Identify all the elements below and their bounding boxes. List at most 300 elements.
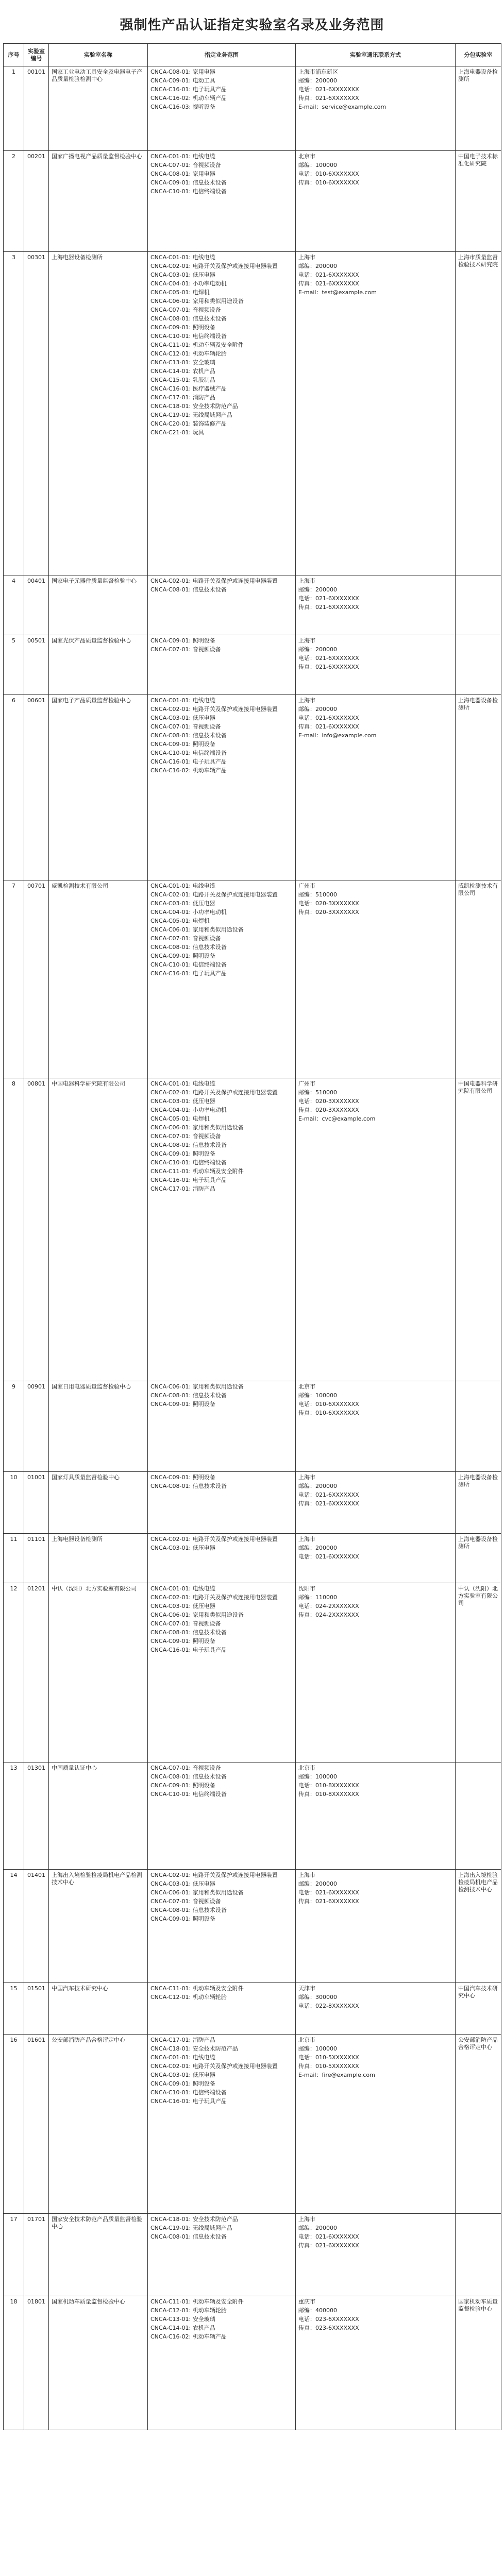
- row-number: 13: [4, 1762, 24, 1870]
- sub-lab: 公安部消防产品合格评定中心: [456, 2035, 501, 2214]
- scope-list: [148, 2214, 296, 2296]
- scope-list-line: CNCA-C08-01: 信息技术设备: [150, 586, 227, 593]
- lab-code: 00901: [24, 1381, 49, 1472]
- scope-list-line: CNCA-C02-01: 电路开关及保护或连接用电器装置: [150, 706, 278, 713]
- scope-list-line: CNCA-C18-01: 安全技术防范产品: [150, 403, 238, 410]
- contact-info: [296, 635, 456, 695]
- contact-info-line: 电话：021-6XXXXXXX: [298, 272, 359, 278]
- scope-list-line: CNCA-C09-01: 照明设备: [150, 1638, 215, 1645]
- contact-info: [296, 1534, 456, 1583]
- scope-list-line: CNCA-C18-01: 安全技术防范产品: [150, 2216, 238, 2223]
- lab-code: 00801: [24, 1078, 49, 1381]
- lab-name: 国家光伏产品质量监督检验中心: [49, 635, 148, 695]
- scope-list-line: CNCA-C19-01: 无线局域网产品: [150, 2225, 232, 2231]
- sub-lab: 上海市质量监督检验技术研究院: [456, 252, 501, 575]
- scope-list-line: CNCA-C10-01: 电信终端设备: [150, 2089, 227, 2096]
- contact-info: [296, 1078, 456, 1381]
- row-number: 2: [4, 151, 24, 252]
- row-number: 15: [4, 1983, 24, 2035]
- scope-list-line: CNCA-C02-01: 电路开关及保护或连接用电器装置: [150, 578, 278, 584]
- scope-list-line: CNCA-C16-01: 电子玩具产品: [150, 1647, 227, 1653]
- contact-info-line: 电话：021-6XXXXXXX: [298, 1553, 359, 1560]
- scope-list-line: CNCA-C07-01: 音视频设备: [150, 646, 221, 653]
- contact-info-line: 天津市: [298, 1985, 315, 1992]
- scope-list-line: CNCA-C14-01: 农机产品: [150, 368, 215, 375]
- contact-info-line: 电话：021-6XXXXXXX: [298, 595, 359, 602]
- scope-list-line: CNCA-C01-01: 电线电缆: [150, 883, 215, 889]
- scope-list-line: CNCA-C16-01: 电子玩具产品: [150, 2098, 227, 2105]
- scope-list-line: CNCA-C20-01: 装饰装修产品: [150, 420, 227, 427]
- contact-info-line: 传真：021-6XXXXXXX: [298, 1898, 359, 1905]
- scope-list-line: CNCA-C02-01: 电路开关及保护或连接用电器装置: [150, 263, 278, 269]
- contact-info-line: 传真：021-6XXXXXXX: [298, 1500, 359, 1507]
- scope-list: [148, 1870, 296, 1983]
- contact-info-line: 邮编：100000: [298, 1773, 337, 1780]
- lab-directory-table: [3, 43, 501, 2430]
- contact-info-line: 电话：023-6XXXXXXX: [298, 2316, 359, 2323]
- scope-list-line: CNCA-C11-01: 机动车辆及安全附件: [150, 2298, 244, 2305]
- scope-list: [148, 695, 296, 880]
- scope-list-line: CNCA-C19-01: 无线局域网产品: [150, 412, 232, 418]
- contact-info-line: 电话：021-6XXXXXXX: [298, 86, 359, 93]
- contact-info-line: 邮编：110000: [298, 1594, 337, 1601]
- contact-info-line: E-mail：cvc@example.com: [298, 1115, 376, 1122]
- lab-code: 01801: [24, 2296, 49, 2430]
- contact-info-line: 电话：022-8XXXXXXX: [298, 2003, 359, 2009]
- scope-list-line: CNCA-C09-01: 照明设备: [150, 1474, 215, 1481]
- scope-list-line: CNCA-C09-01: 照明设备: [150, 637, 215, 644]
- scope-list-line: CNCA-C03-01: 低压电器: [150, 715, 215, 721]
- scope-list-line: CNCA-C10-01: 电信终端设备: [150, 961, 227, 968]
- scope-list-line: CNCA-C07-01: 音视频设备: [150, 935, 221, 942]
- contact-info: [296, 575, 456, 635]
- lab-name: 中国质量认证中心: [49, 1762, 148, 1870]
- sub-lab: [456, 1762, 501, 1870]
- scope-list-line: CNCA-C03-01: 低压电器: [150, 272, 215, 278]
- row-number: 18: [4, 2296, 24, 2430]
- lab-name: 国家安全技术防范产品质量监督检验中心: [49, 2214, 148, 2296]
- scope-list-line: CNCA-C01-01: 电线电缆: [150, 254, 215, 261]
- scope-list-line: CNCA-C02-01: 电路开关及保护或连接用电器装置: [150, 1536, 278, 1543]
- scope-list-line: CNCA-C16-01: 医疗器械产品: [150, 385, 227, 392]
- contact-info: [296, 2296, 456, 2430]
- contact-info-line: 上海市: [298, 578, 315, 584]
- table-row: [4, 1381, 501, 1472]
- scope-list-line: CNCA-C09-01: 照明设备: [150, 1150, 215, 1157]
- row-number: 5: [4, 635, 24, 695]
- scope-list-line: CNCA-C07-01: 音视频设备: [150, 1133, 221, 1140]
- scope-list-line: CNCA-C16-01: 电子玩具产品: [150, 758, 227, 765]
- contact-info-line: 上海市浦东新区: [298, 69, 338, 75]
- contact-info-line: 电话：021-6XXXXXXX: [298, 1492, 359, 1498]
- contact-info-line: 电话：010-6XXXXXXX: [298, 171, 359, 177]
- scope-list-line: CNCA-C07-01: 音视频设备: [150, 723, 221, 730]
- scope-list-line: CNCA-C06-01: 家用和类似用途设备: [150, 926, 244, 933]
- scope-list-line: CNCA-C10-01: 电信终端设备: [150, 1791, 227, 1798]
- contact-info-line: 传真：021-6XXXXXXX: [298, 95, 359, 101]
- scope-list-line: CNCA-C16-02: 机动车辆产品: [150, 767, 227, 774]
- contact-info-line: 上海市: [298, 1872, 315, 1878]
- contact-info-line: 邮编：100000: [298, 2045, 337, 2052]
- contact-info: [296, 2214, 456, 2296]
- contact-info-line: 传真：021-6XXXXXXX: [298, 664, 359, 670]
- scope-list-line: CNCA-C06-01: 家用和类似用途设备: [150, 298, 244, 304]
- contact-info-line: 传真：010-5XXXXXXX: [298, 2063, 359, 2070]
- contact-info-line: 北京市: [298, 153, 315, 160]
- contact-info-line: 传真：021-6XXXXXXX: [298, 604, 359, 611]
- row-number: 11: [4, 1534, 24, 1583]
- lab-name: 威凯检测技术有限公司: [49, 880, 148, 1078]
- contact-info-line: 电话：021-6XXXXXXX: [298, 655, 359, 662]
- contact-info-line: 传真：024-2XXXXXXX: [298, 1612, 359, 1618]
- scope-list-line: CNCA-C06-01: 家用和类似用途设备: [150, 1612, 244, 1618]
- sub-lab: 中国电器科学研究院有限公司: [456, 1078, 501, 1381]
- contact-info: [296, 151, 456, 252]
- contact-info-line: 上海市: [298, 254, 315, 261]
- scope-list-line: CNCA-C16-02: 机动车辆产品: [150, 2333, 227, 2340]
- contact-info: [296, 66, 456, 151]
- scope-list-line: CNCA-C04-01: 小功率电动机: [150, 909, 227, 916]
- lab-name: 上海电器设备检测所: [49, 1534, 148, 1583]
- scope-list: [148, 252, 296, 575]
- scope-list-line: CNCA-C02-01: 电路开关及保护或连接用电器装置: [150, 1089, 278, 1096]
- scope-list: [148, 151, 296, 252]
- table-row: [4, 1870, 501, 1983]
- scope-list-line: CNCA-C13-01: 安全玻璃: [150, 359, 215, 366]
- contact-info-line: 传真：021-6XXXXXXX: [298, 2242, 359, 2249]
- contact-info-line: 传真：010-8XXXXXXX: [298, 1791, 359, 1798]
- lab-code: 01601: [24, 2035, 49, 2214]
- table-row: [4, 1583, 501, 1762]
- lab-name: 国家工业电动工具安全及电器电子产品质量检验检测中心: [49, 66, 148, 151]
- header-no: 序号: [4, 44, 24, 66]
- contact-info-line: 邮编：200000: [298, 586, 337, 593]
- lab-code: 01701: [24, 2214, 49, 2296]
- scope-list-line: CNCA-C02-01: 电路开关及保护或连接用电器装置: [150, 2063, 278, 2070]
- scope-list-line: CNCA-C07-01: 音视频设备: [150, 1898, 221, 1905]
- contact-info-line: 传真：023-6XXXXXXX: [298, 2325, 359, 2331]
- lab-name: 国家机动车质量监督检验中心: [49, 2296, 148, 2430]
- table-row: [4, 1472, 501, 1534]
- lab-name: 国家电子产品质量监督检验中心: [49, 695, 148, 880]
- lab-name: 中认（沈阳）北方实验室有限公司: [49, 1583, 148, 1762]
- scope-list-line: CNCA-C09-01: 照明设备: [150, 1401, 215, 1408]
- contact-info: [296, 252, 456, 575]
- table-row: [4, 252, 501, 575]
- lab-name: 中国汽车技术研究中心: [49, 1983, 148, 2035]
- contact-info-line: 邮编：200000: [298, 1880, 337, 1887]
- sub-lab: 上海电器设备检测所: [456, 66, 501, 151]
- contact-info: [296, 1762, 456, 1870]
- lab-name: 国家日用电器质量监督检验中心: [49, 1381, 148, 1472]
- scope-list-line: CNCA-C16-01: 电子玩具产品: [150, 1177, 227, 1183]
- contact-info-line: 邮编：100000: [298, 162, 337, 168]
- contact-info-line: 广州市: [298, 883, 315, 889]
- scope-list-line: CNCA-C03-01: 低压电器: [150, 2072, 215, 2078]
- scope-list-line: CNCA-C06-01: 家用和类似用途设备: [150, 1383, 244, 1390]
- sub-lab: 国家机动车质量监督检验中心: [456, 2296, 501, 2430]
- scope-list-line: CNCA-C01-01: 电线电缆: [150, 1080, 215, 1087]
- contact-info-line: 沈阳市: [298, 1585, 315, 1592]
- scope-list-line: CNCA-C10-01: 电信终端设备: [150, 1159, 227, 1166]
- page-title: 强制性产品认证指定实验室名录及业务范围: [120, 18, 384, 33]
- scope-list-line: CNCA-C09-01: 照明设备: [150, 324, 215, 331]
- scope-list: [148, 1762, 296, 1870]
- contact-info-line: 上海市: [298, 697, 315, 704]
- header-code: 实验室编号: [24, 44, 49, 66]
- scope-list-line: CNCA-C14-01: 农机产品: [150, 2325, 215, 2331]
- lab-code: 01001: [24, 1472, 49, 1534]
- scope-list-line: CNCA-C03-01: 低压电器: [150, 1098, 215, 1105]
- scope-list-line: CNCA-C05-01: 电焊机: [150, 289, 210, 296]
- sub-lab: 威凯检测技术有限公司: [456, 880, 501, 1078]
- scope-list-line: CNCA-C17-01: 消防产品: [150, 394, 215, 401]
- sub-lab: [456, 575, 501, 635]
- scope-list-line: CNCA-C02-01: 电路开关及保护或连接用电器装置: [150, 1594, 278, 1601]
- table-row: [4, 2214, 501, 2296]
- contact-info-line: 上海市: [298, 1536, 315, 1543]
- scope-list: [148, 1078, 296, 1381]
- contact-info-line: E-mail：info@example.com: [298, 732, 377, 739]
- scope-list-line: CNCA-C08-01: 信息技术设备: [150, 1629, 227, 1636]
- scope-list-line: CNCA-C02-01: 电路开关及保护或连接用电器装置: [150, 891, 278, 898]
- scope-list-line: CNCA-C01-01: 电线电缆: [150, 697, 215, 704]
- scope-list-line: CNCA-C09-01: 照明设备: [150, 741, 215, 748]
- contact-info-line: 上海市: [298, 637, 315, 644]
- lab-code: 01101: [24, 1534, 49, 1583]
- scope-list-line: CNCA-C09-01: 照明设备: [150, 1916, 215, 1922]
- lab-code: 01301: [24, 1762, 49, 1870]
- table-body: [4, 66, 501, 2430]
- contact-info-line: 电话：020-3XXXXXXX: [298, 1098, 359, 1105]
- scope-list-line: CNCA-C15-01: 乳胶制品: [150, 377, 215, 383]
- scope-list: [148, 635, 296, 695]
- scope-list-line: CNCA-C01-01: 电线电缆: [150, 153, 215, 160]
- table-row: [4, 575, 501, 635]
- contact-info-line: 传真：020-3XXXXXXX: [298, 909, 359, 916]
- contact-info-line: 邮编：200000: [298, 1545, 337, 1551]
- table-row: [4, 1983, 501, 2035]
- scope-list-line: CNCA-C06-01: 家用和类似用途设备: [150, 1124, 244, 1131]
- scope-list-line: CNCA-C08-01: 家用电器: [150, 69, 215, 75]
- scope-list-line: CNCA-C07-01: 音视频设备: [150, 162, 221, 168]
- header-sub: 分包实验室: [456, 44, 501, 66]
- scope-list-line: CNCA-C09-01: 照明设备: [150, 2080, 215, 2087]
- contact-info-line: 邮编：200000: [298, 1483, 337, 1489]
- contact-info-line: 电话：010-6XXXXXXX: [298, 1401, 359, 1408]
- contact-info-line: 上海市: [298, 2216, 315, 2223]
- scope-list-line: CNCA-C21-01: 玩具: [150, 429, 204, 436]
- scope-list-line: CNCA-C02-01: 电路开关及保护或连接用电器装置: [150, 1872, 278, 1878]
- contact-info-line: 邮编：100000: [298, 1392, 337, 1399]
- scope-list-line: CNCA-C08-01: 信息技术设备: [150, 315, 227, 322]
- scope-list-line: CNCA-C11-01: 机动车辆及安全附件: [150, 1985, 244, 1992]
- scope-list-line: CNCA-C16-01: 电子玩具产品: [150, 970, 227, 977]
- scope-list: [148, 66, 296, 151]
- row-number: 17: [4, 2214, 24, 2296]
- table-header: [4, 44, 501, 66]
- contact-info: [296, 1472, 456, 1534]
- contact-info-line: 邮编：200000: [298, 77, 337, 84]
- scope-list-line: CNCA-C08-01: 信息技术设备: [150, 944, 227, 951]
- row-number: 9: [4, 1381, 24, 1472]
- scope-list: [148, 880, 296, 1078]
- scope-list: [148, 1534, 296, 1583]
- contact-info-line: 电话：021-6XXXXXXX: [298, 2233, 359, 2240]
- contact-info-line: 电话：010-5XXXXXXX: [298, 2054, 359, 2061]
- scope-list-line: CNCA-C08-01: 信息技术设备: [150, 1483, 227, 1489]
- lab-code: 00501: [24, 635, 49, 695]
- scope-list-line: CNCA-C03-01: 低压电器: [150, 1603, 215, 1609]
- contact-info-line: 电话：020-3XXXXXXX: [298, 900, 359, 907]
- scope-list: [148, 1983, 296, 2035]
- scope-list-line: CNCA-C09-01: 照明设备: [150, 1782, 215, 1789]
- contact-info-line: 传真：010-6XXXXXXX: [298, 179, 359, 186]
- contact-info-line: 邮编：200000: [298, 2225, 337, 2231]
- lab-code: 00101: [24, 66, 49, 151]
- scope-list-line: CNCA-C18-01: 安全技术防范产品: [150, 2045, 238, 2052]
- scope-list-line: CNCA-C12-01: 机动车辆轮胎: [150, 1994, 227, 2001]
- contact-info-line: 广州市: [298, 1080, 315, 1087]
- lab-code: 00301: [24, 252, 49, 575]
- table-row: [4, 635, 501, 695]
- table-row: [4, 2035, 501, 2214]
- row-number: 3: [4, 252, 24, 575]
- scope-list-line: CNCA-C03-01: 低压电器: [150, 1545, 215, 1551]
- lab-name: 国家灯具质量监督检验中心: [49, 1472, 148, 1534]
- scope-list-line: CNCA-C08-01: 家用电器: [150, 171, 215, 177]
- table-row: [4, 2296, 501, 2430]
- lab-name: 国家电子元器件质量监督检验中心: [49, 575, 148, 635]
- contact-info-line: 传真：021-6XXXXXXX: [298, 723, 359, 730]
- scope-list-line: CNCA-C10-01: 电信终端设备: [150, 750, 227, 756]
- scope-list-line: CNCA-C16-03: 视听设备: [150, 104, 215, 110]
- table-row: [4, 880, 501, 1078]
- scope-list-line: CNCA-C17-01: 消防产品: [150, 1185, 215, 1192]
- row-number: 16: [4, 2035, 24, 2214]
- scope-list-line: CNCA-C07-01: 音视频设备: [150, 1765, 221, 1771]
- scope-list-line: CNCA-C16-02: 机动车辆产品: [150, 95, 227, 101]
- scope-list: [148, 1472, 296, 1534]
- table-row: [4, 66, 501, 151]
- scope-list-line: CNCA-C04-01: 小功率电动机: [150, 280, 227, 287]
- lab-name: 公安部消防产品合格评定中心: [49, 2035, 148, 2214]
- contact-info-line: 传真：020-3XXXXXXX: [298, 1107, 359, 1113]
- contact-info-line: 北京市: [298, 1765, 315, 1771]
- row-number: 14: [4, 1870, 24, 1983]
- sub-lab: 上海电器设备检测所: [456, 695, 501, 880]
- header-scope: 指定业务范围: [148, 44, 296, 66]
- table-row: [4, 1534, 501, 1583]
- scope-list: [148, 1381, 296, 1472]
- header-contact: 实验室通讯联系方式: [296, 44, 456, 66]
- scope-list-line: CNCA-C07-01: 音视频设备: [150, 1620, 221, 1627]
- scope-list: [148, 2296, 296, 2430]
- contact-info: [296, 2035, 456, 2214]
- contact-info-line: 电话：021-6XXXXXXX: [298, 1889, 359, 1896]
- scope-list-line: CNCA-C07-01: 音视频设备: [150, 307, 221, 313]
- scope-list-line: CNCA-C09-01: 信息技术设备: [150, 179, 227, 186]
- row-number: 4: [4, 575, 24, 635]
- contact-info: [296, 1381, 456, 1472]
- scope-list-line: CNCA-C09-01: 照明设备: [150, 953, 215, 959]
- lab-code: 01201: [24, 1583, 49, 1762]
- contact-info-line: 邮编：300000: [298, 1994, 337, 2001]
- row-number: 6: [4, 695, 24, 880]
- contact-info-line: 邮编：200000: [298, 706, 337, 713]
- sub-lab: 上海出入境检验检疫局机电产品检测技术中心: [456, 1870, 501, 1983]
- contact-info: [296, 1870, 456, 1983]
- scope-list-line: CNCA-C03-01: 低压电器: [150, 900, 215, 907]
- table-row: [4, 1078, 501, 1381]
- contact-info-line: 上海市: [298, 1474, 315, 1481]
- contact-info-line: 传真：021-6XXXXXXX: [298, 280, 359, 287]
- contact-info-line: 邮编：400000: [298, 2307, 337, 2314]
- contact-info-line: 邮编：510000: [298, 891, 337, 898]
- contact-info-line: 北京市: [298, 2037, 315, 2043]
- scope-list-line: CNCA-C05-01: 电焊机: [150, 1115, 210, 1122]
- contact-info-line: E-mail：test@example.com: [298, 289, 377, 296]
- sub-lab: 上海电器设备检测所: [456, 1472, 501, 1534]
- lab-code: 00701: [24, 880, 49, 1078]
- table-row: [4, 1762, 501, 1870]
- contact-info-line: 邮编：200000: [298, 263, 337, 269]
- lab-code: 01501: [24, 1983, 49, 2035]
- row-number: 12: [4, 1583, 24, 1762]
- sub-lab: 中国电子技术标准化研究院: [456, 151, 501, 252]
- lab-name: 中国电器科学研究院有限公司: [49, 1078, 148, 1381]
- scope-list-line: CNCA-C17-01: 消防产品: [150, 2037, 215, 2043]
- contact-info-line: 邮编：510000: [298, 1089, 337, 1096]
- contact-info-line: 北京市: [298, 1383, 315, 1390]
- lab-name: 上海出入境检验检疫局机电产品检测技术中心: [49, 1870, 148, 1983]
- table-row: [4, 151, 501, 252]
- scope-list-line: CNCA-C01-01: 电线电缆: [150, 2054, 215, 2061]
- scope-list-line: CNCA-C10-01: 电信终端设备: [150, 188, 227, 195]
- contact-info: [296, 1583, 456, 1762]
- sub-lab: [456, 635, 501, 695]
- scope-list-line: CNCA-C08-01: 信息技术设备: [150, 1392, 227, 1399]
- contact-info-line: 传真：010-6XXXXXXX: [298, 1410, 359, 1416]
- contact-info: [296, 695, 456, 880]
- table-row: [4, 695, 501, 880]
- scope-list: [148, 2035, 296, 2214]
- sub-lab: [456, 2214, 501, 2296]
- scope-list-line: CNCA-C08-01: 信息技术设备: [150, 1773, 227, 1780]
- contact-info-line: 电话：010-8XXXXXXX: [298, 1782, 359, 1789]
- scope-list-line: CNCA-C05-01: 电焊机: [150, 918, 210, 924]
- scope-list-line: CNCA-C08-01: 信息技术设备: [150, 1907, 227, 1913]
- scope-list-line: CNCA-C06-01: 家用和类似用途设备: [150, 1889, 244, 1896]
- sub-lab: 中认（沈阳）北方实验室有限公司: [456, 1583, 501, 1762]
- scope-list-line: CNCA-C11-01: 机动车辆及安全附件: [150, 1168, 244, 1175]
- contact-info-line: 重庆市: [298, 2298, 315, 2305]
- scope-list-line: CNCA-C08-01: 信息技术设备: [150, 732, 227, 739]
- lab-name: 国家广播电视产品质量监督检验中心: [49, 151, 148, 252]
- scope-list-line: CNCA-C12-01: 机动车辆轮胎: [150, 350, 227, 357]
- row-number: 7: [4, 880, 24, 1078]
- scope-list-line: CNCA-C12-01: 机动车辆轮胎: [150, 2307, 227, 2314]
- row-number: 10: [4, 1472, 24, 1534]
- scope-list-line: CNCA-C04-01: 小功率电动机: [150, 1107, 227, 1113]
- scope-list-line: CNCA-C09-01: 电动工具: [150, 77, 215, 84]
- contact-info-line: 电话：024-2XXXXXXX: [298, 1603, 359, 1609]
- scope-list-line: CNCA-C08-01: 信息技术设备: [150, 2233, 227, 2240]
- row-number: 1: [4, 66, 24, 151]
- scope-list-line: CNCA-C08-01: 信息技术设备: [150, 1142, 227, 1148]
- sub-lab: [456, 1381, 501, 1472]
- scope-list-line: CNCA-C11-01: 机动车辆及安全附件: [150, 342, 244, 348]
